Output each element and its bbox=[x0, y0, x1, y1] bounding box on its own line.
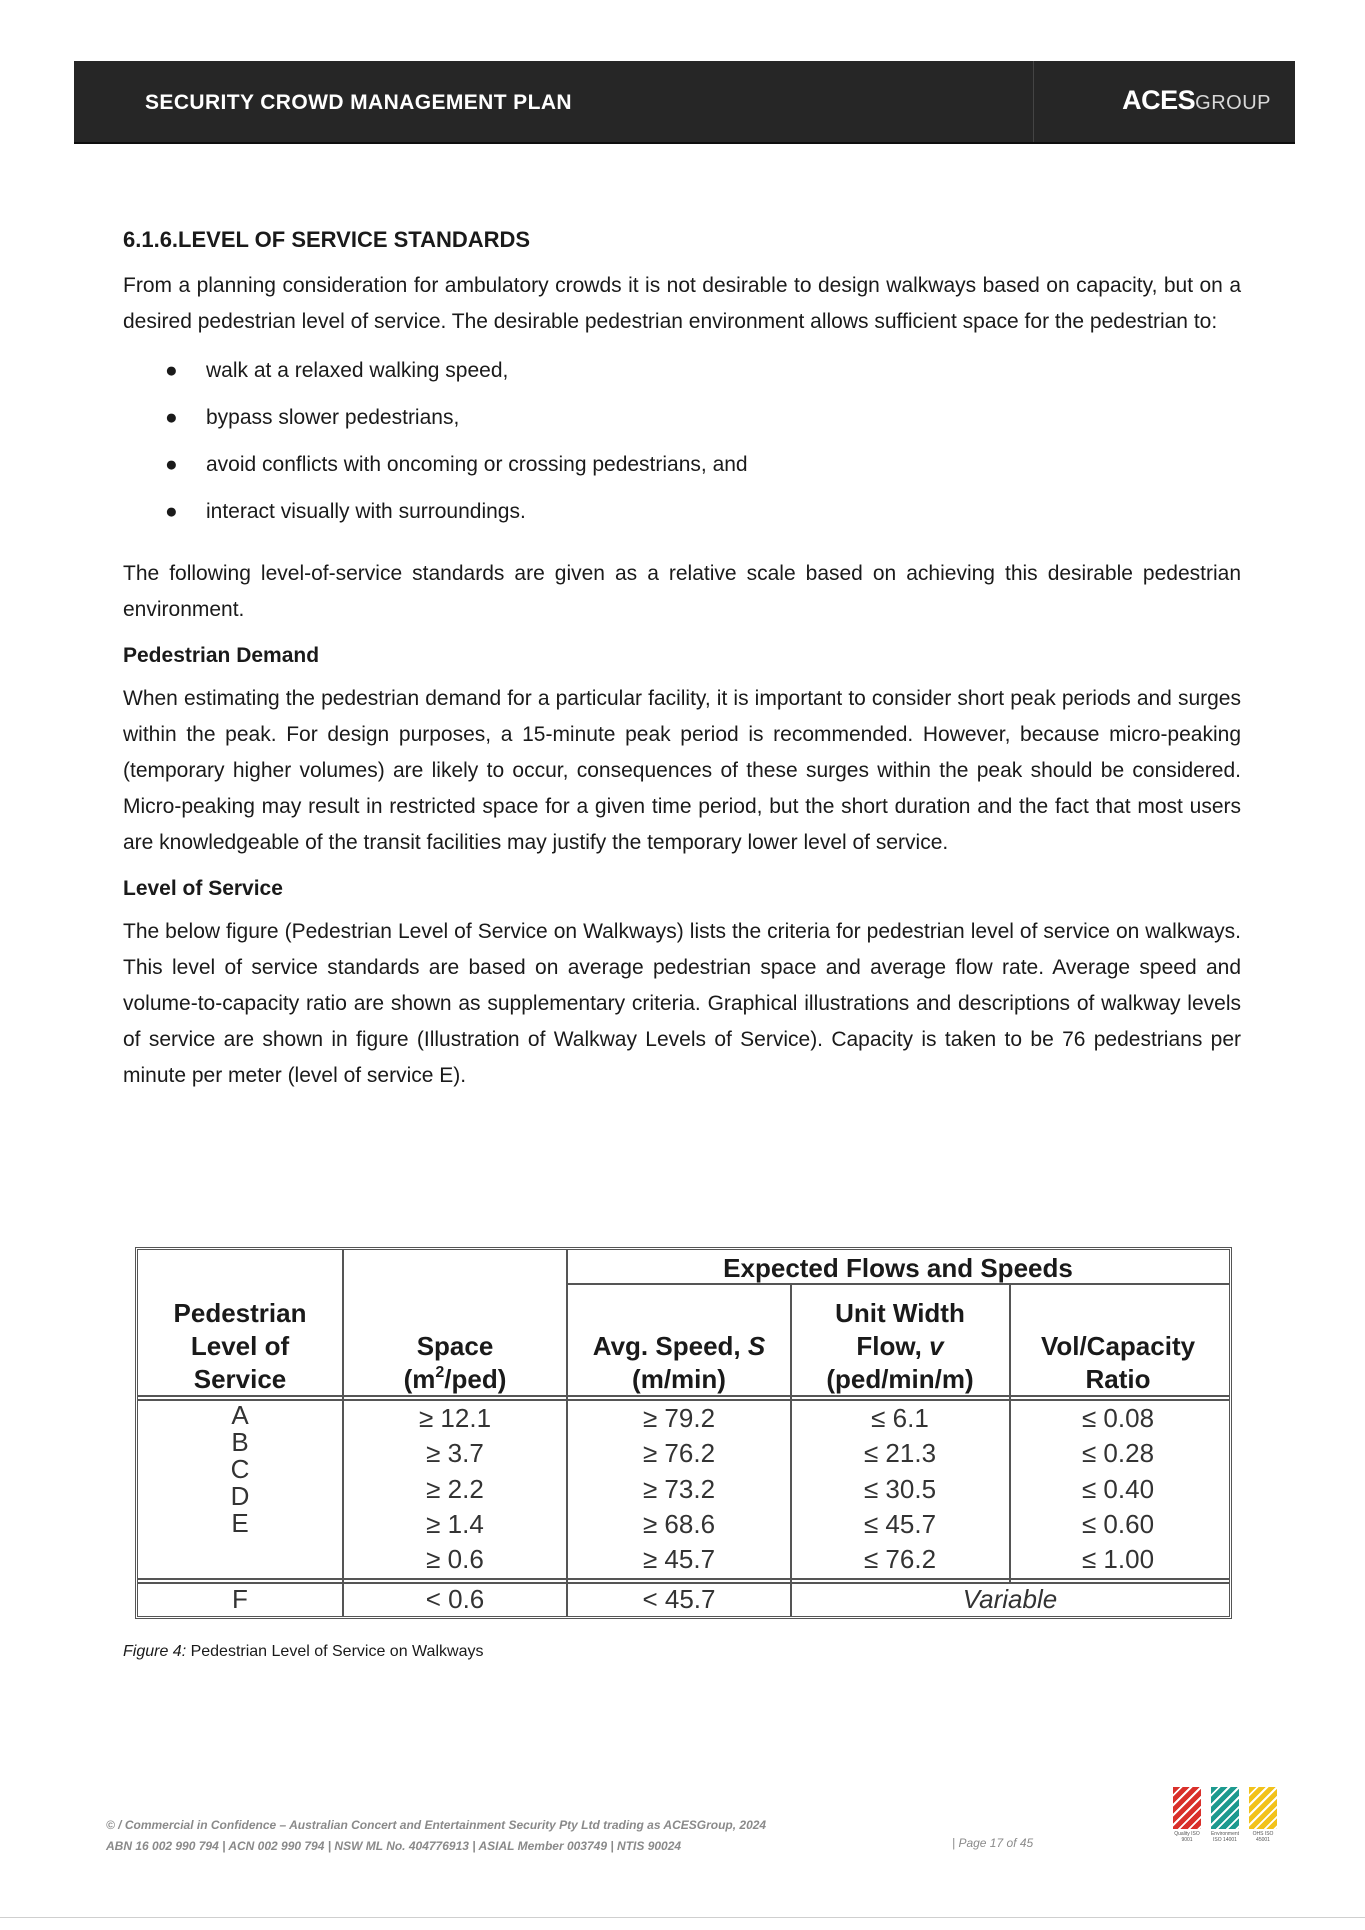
col-los-line2: Level of bbox=[190, 1331, 290, 1361]
environment-badge-icon bbox=[1211, 1787, 1239, 1829]
los-level: C bbox=[230, 1454, 250, 1484]
environment-badge-label: Environment ISO 14001 bbox=[1210, 1831, 1240, 1843]
row-f-level: F bbox=[232, 1584, 248, 1614]
flow-value: ≤ 30.5 bbox=[863, 1474, 937, 1504]
col-vc-line1: Vol/Capacity bbox=[1040, 1331, 1196, 1361]
document-title: SECURITY CROWD MANAGEMENT PLAN bbox=[145, 91, 572, 114]
speed-value: ≥ 79.2 bbox=[642, 1403, 716, 1433]
flow-value: ≤ 45.7 bbox=[863, 1509, 937, 1539]
quality-badge-label: Quality ISO 9001 bbox=[1174, 1831, 1200, 1843]
level-of-service-paragraph: The below figure (Pedestrian Level of Service on Walkways) lists the criteria for pedestrian level of service on walkways. This level of service standards are based on average pedestrian space and average flow rate. Average speed and volume-to-capacity ratio are shown as supplementary criteria. Graphical illustrations and descriptions of walkway levels of service are shown in figure (Illustration of Walkway Levels of Service). Capacity is taken to be 76 pedestrians per minute per meter (level of service E). bbox=[123, 920, 1241, 1087]
row-f-variable: Variable bbox=[962, 1584, 1058, 1614]
vc-value: ≤ 0.60 bbox=[1081, 1509, 1155, 1539]
header-divider bbox=[1033, 61, 1034, 142]
col-space-line2: $(m^2/ped)$ bbox=[403, 1364, 507, 1394]
space-value: ≥ 1.4 bbox=[426, 1509, 484, 1539]
los-table bbox=[138, 1250, 1229, 1616]
vc-value: ≤ 1.00 bbox=[1081, 1544, 1155, 1574]
bullet-icon: ● bbox=[165, 500, 178, 523]
footer-legal bbox=[106, 1815, 766, 1857]
col-speed-line2: (m/min) bbox=[632, 1364, 726, 1394]
los-level: D bbox=[230, 1481, 250, 1511]
space-value: ≥ 2.2 bbox=[426, 1474, 484, 1504]
group-header: Expected Flows and Speeds bbox=[723, 1253, 1073, 1283]
bullet-icon: ● bbox=[165, 453, 178, 476]
col-los-line3: Service bbox=[193, 1364, 287, 1394]
section-title: 6.1.6.LEVEL OF SERVICE STANDARDS bbox=[123, 227, 531, 252]
bullet-list bbox=[123, 353, 1241, 541]
space-value: ≥ 12.1 bbox=[418, 1403, 492, 1433]
col-flow-line1: Unit Width bbox=[835, 1298, 965, 1328]
space-value: ≥ 3.7 bbox=[426, 1438, 484, 1468]
flow-value: ≤ 21.3 bbox=[863, 1438, 937, 1468]
caption-text: Pedestrian Level of Service on Walkways bbox=[186, 1643, 484, 1660]
col-los-line1: Pedestrian bbox=[173, 1298, 307, 1328]
los-level: E bbox=[231, 1508, 249, 1538]
page-number: | Page 17 of 45 bbox=[952, 1836, 1034, 1850]
quality-badge-icon bbox=[1173, 1787, 1201, 1829]
after-bullets-paragraph: The following level-of-service standards are given as a relative scale based on achieving this desirable pedestrian environment. bbox=[123, 562, 1241, 621]
speed-value: ≥ 45.7 bbox=[642, 1544, 716, 1574]
caption-label: Figure 4: bbox=[123, 1643, 187, 1660]
level-of-service-heading: Level of Service bbox=[123, 877, 283, 900]
list-item: ● avoid conflicts with oncoming or crossing pedestrians, and bbox=[123, 447, 1241, 494]
footer-line-2: ABN 16 002 990 794 | ACN 002 990 794 | NSW ML No. 404776913 | ASIAL Member 003749 | NTIS 90024 bbox=[106, 1839, 682, 1853]
speed-value: ≥ 68.6 bbox=[642, 1509, 716, 1539]
logo-sub-text: GROUP bbox=[1195, 92, 1271, 114]
col-flow-line2: Flow, v bbox=[856, 1331, 944, 1361]
list-item: ● bypass slower pedestrians, bbox=[123, 400, 1241, 447]
speed-value: ≥ 73.2 bbox=[642, 1474, 716, 1504]
row-f-space: < 0.6 bbox=[425, 1584, 485, 1614]
vc-value: ≤ 0.08 bbox=[1081, 1403, 1155, 1433]
list-item: ● interact visually with surroundings. bbox=[123, 494, 1241, 541]
figure-caption bbox=[123, 1643, 483, 1661]
bottom-rule bbox=[0, 1917, 1365, 1918]
flow-value: ≤ 6.1 bbox=[871, 1403, 929, 1433]
space-value: ≥ 0.6 bbox=[426, 1544, 484, 1574]
col-speed-line1: Avg. Speed, S bbox=[592, 1331, 766, 1361]
vc-value: ≤ 0.28 bbox=[1081, 1438, 1155, 1468]
col-space-line1: Space bbox=[416, 1331, 494, 1361]
aces-group-logo bbox=[1122, 85, 1271, 116]
certification-badges bbox=[1173, 1787, 1279, 1843]
intro-paragraph: From a planning consideration for ambulatory crowds it is not desirable to design walkways based on capacity, but on a desired pedestrian level of service. The desirable pedestrian environment allows sufficient space for the pedestrian to: bbox=[123, 274, 1241, 333]
logo-main-text: ACES bbox=[1122, 85, 1196, 115]
flow-value: ≤ 76.2 bbox=[863, 1544, 937, 1574]
page-header bbox=[74, 61, 1295, 144]
pedestrian-demand-paragraph: When estimating the pedestrian demand for a particular facility, it is important to consider short peak periods and surges within the peak. For design purposes, a 15-minute peak period is recommended. However, because micro-peaking (temporary higher volumes) are likely to occur, consequences of these surges within the peak should be considered. Micro-peaking may result in restricted space for a given time period, but the short duration and the fact that most users are knowledgeable of the transit facilities may justify the temporary lower level of service. bbox=[123, 687, 1241, 854]
main-content bbox=[123, 222, 1241, 1094]
list-item: ● walk at a relaxed walking speed, bbox=[123, 353, 1241, 400]
row-f-speed: < 45.7 bbox=[642, 1584, 716, 1614]
ohs-badge-icon bbox=[1249, 1787, 1277, 1829]
ohs-badge-label: OHS ISO 45001 bbox=[1252, 1831, 1274, 1843]
col-vc-line2: Ratio bbox=[1085, 1364, 1151, 1394]
bullet-icon: ● bbox=[165, 406, 178, 429]
los-level: B bbox=[231, 1427, 249, 1457]
col-flow-line3: (ped/min/m) bbox=[826, 1364, 974, 1394]
los-table-figure bbox=[135, 1247, 1232, 1619]
los-level: A bbox=[231, 1400, 249, 1430]
bullet-icon: ● bbox=[165, 359, 178, 382]
pedestrian-demand-heading: Pedestrian Demand bbox=[123, 644, 320, 667]
vc-value: ≤ 0.40 bbox=[1081, 1474, 1155, 1504]
footer-line-1: © / Commercial in Confidence – Australian Concert and Entertainment Security Pty Ltd trading as ACESGroup, 2024 bbox=[106, 1818, 767, 1832]
speed-value: ≥ 76.2 bbox=[642, 1438, 716, 1468]
